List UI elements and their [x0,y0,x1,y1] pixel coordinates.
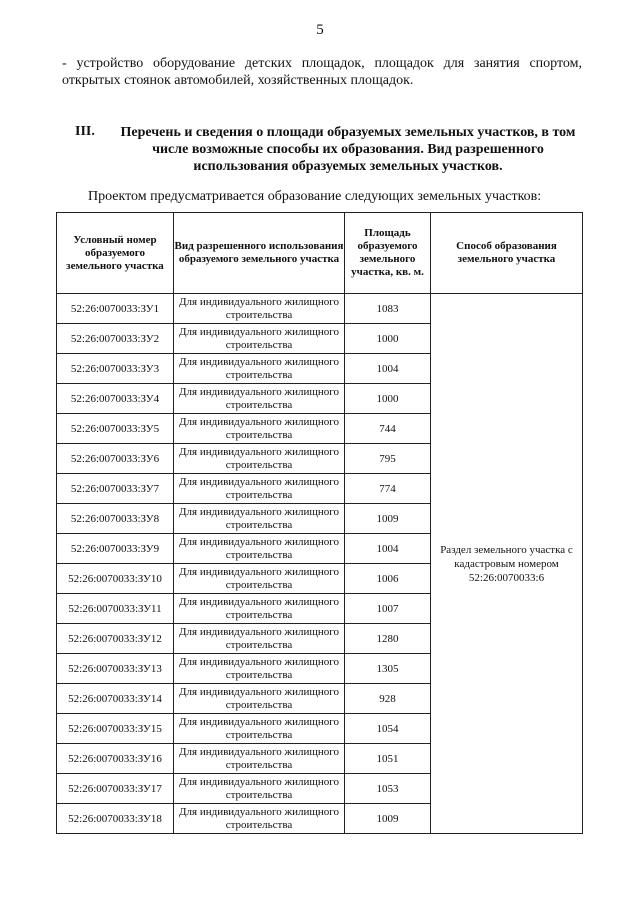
parcel-use: Для индивидуального жилищного строительства [174,444,345,474]
parcel-number: 52:26:0070033:ЗУ18 [57,804,174,834]
parcel-number: 52:26:0070033:ЗУ8 [57,504,174,534]
parcel-area: 1000 [345,384,431,414]
parcel-use: Для индивидуального жилищного строительства [174,654,345,684]
parcel-area: 1007 [345,594,431,624]
table-header-row [57,213,583,294]
parcel-area: 1009 [345,804,431,834]
parcel-area: 1083 [345,294,431,324]
parcel-number: 52:26:0070033:ЗУ17 [57,774,174,804]
parcel-area: 1053 [345,774,431,804]
parcel-area: 774 [345,474,431,504]
parcel-use: Для индивидуального жилищного строительства [174,504,345,534]
parcel-use: Для индивидуального жилищного строительства [174,804,345,834]
parcel-number: 52:26:0070033:ЗУ4 [57,384,174,414]
parcel-use: Для индивидуального жилищного строительства [174,294,345,324]
parcel-use: Для индивидуального жилищного строительства [174,564,345,594]
parcel-area: 1009 [345,504,431,534]
parcel-area: 1000 [345,324,431,354]
header-use: Вид разрешенного использования образуемого земельного участка [174,213,345,294]
parcel-area: 1305 [345,654,431,684]
parcel-use: Для индивидуального жилищного строительства [174,474,345,504]
header-area: Площадь образуемого земельного участка, кв. м. [345,213,431,294]
parcel-number: 52:26:0070033:ЗУ2 [57,324,174,354]
formation-method: Раздел земельного участка с кадастровым номером 52:26:0070033:6 [431,294,583,834]
parcel-number: 52:26:0070033:ЗУ6 [57,444,174,474]
parcel-number: 52:26:0070033:ЗУ16 [57,744,174,774]
parcel-number: 52:26:0070033:ЗУ15 [57,714,174,744]
parcel-use: Для индивидуального жилищного строительства [174,324,345,354]
parcel-number: 52:26:0070033:ЗУ14 [57,684,174,714]
parcel-use: Для индивидуального жилищного строительства [174,744,345,774]
parcel-number: 52:26:0070033:ЗУ3 [57,354,174,384]
parcel-number: 52:26:0070033:ЗУ11 [57,594,174,624]
section-title: Перечень и сведения о площади образуемых земельных участков, в том числе возможные способы их образования. Вид разрешенного использования образуемых земельных участков. [120,125,576,174]
parcel-area: 928 [345,684,431,714]
parcel-number: 52:26:0070033:ЗУ9 [57,534,174,564]
parcel-use: Для индивидуального жилищного строительства [174,714,345,744]
parcels-table [56,212,583,834]
parcel-use: Для индивидуального жилищного строительства [174,354,345,384]
parcel-use: Для индивидуального жилищного строительства [174,534,345,564]
parcel-area: 744 [345,414,431,444]
parcel-area: 1054 [345,714,431,744]
parcel-area: 1280 [345,624,431,654]
page-number: 5 [316,22,324,38]
parcel-area: 1004 [345,534,431,564]
table-body [57,294,583,834]
table-row [57,294,583,324]
parcel-number: 52:26:0070033:ЗУ13 [57,654,174,684]
parcel-area: 795 [345,444,431,474]
parcel-use: Для индивидуального жилищного строительства [174,624,345,654]
header-method: Способ образования земельного участка [431,213,583,294]
lead-paragraph: Проектом предусматривается образование следующих земельных участков: [88,189,542,204]
parcel-use: Для индивидуального жилищного строительства [174,594,345,624]
parcel-use: Для индивидуального жилищного строительства [174,774,345,804]
header-number: Условный номер образуемого земельного участка [57,213,174,294]
section-number: III. [75,124,95,139]
parcel-area: 1006 [345,564,431,594]
parcel-number: 52:26:0070033:ЗУ1 [57,294,174,324]
parcel-use: Для индивидуального жилищного строительства [174,414,345,444]
parcel-use: Для индивидуального жилищного строительства [174,684,345,714]
parcel-number: 52:26:0070033:ЗУ5 [57,414,174,444]
parcel-number: 52:26:0070033:ЗУ7 [57,474,174,504]
parcel-area: 1051 [345,744,431,774]
parcel-number: 52:26:0070033:ЗУ10 [57,564,174,594]
parcel-area: 1004 [345,354,431,384]
parcel-number: 52:26:0070033:ЗУ12 [57,624,174,654]
intro-paragraph: - устройство оборудование детских площадок, площадок для занятия спортом, открытых стоянок автомобилей, хозяйственных площадок. [62,56,582,88]
parcel-use: Для индивидуального жилищного строительства [174,384,345,414]
